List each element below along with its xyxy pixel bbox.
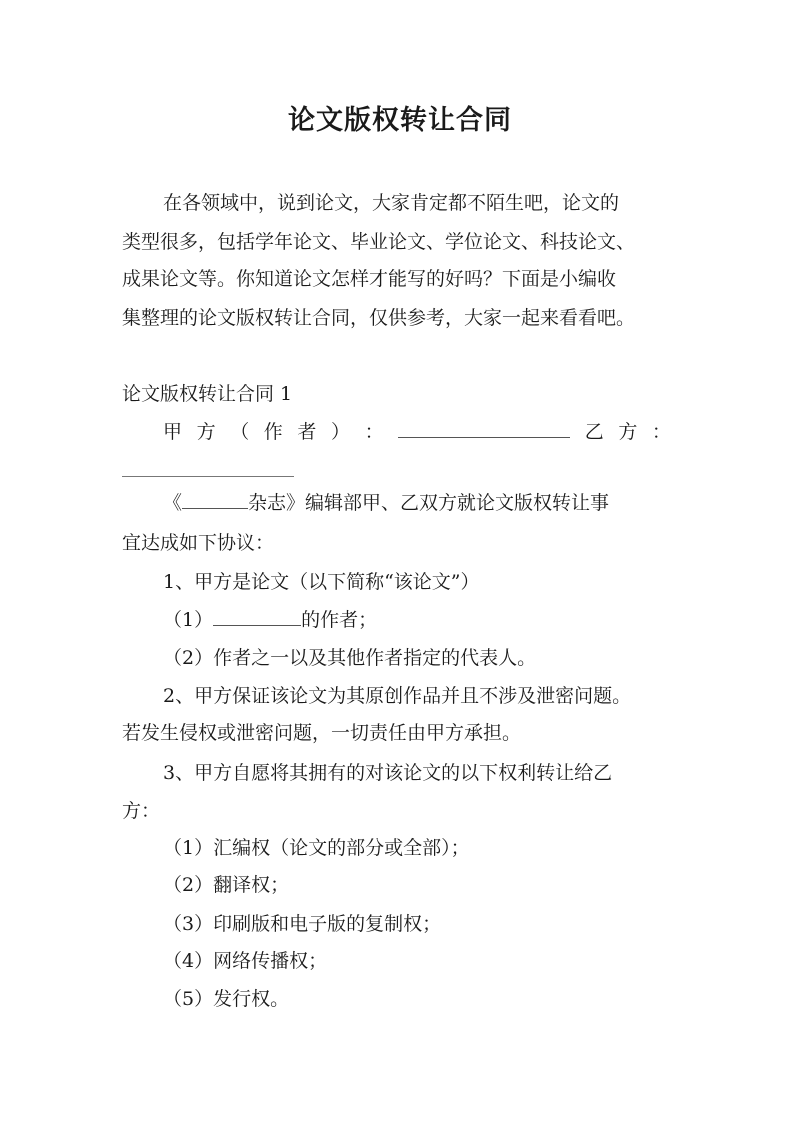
clause-2-line-2: 若发生侵权或泄密问题，一切责任由甲方承担。 — [122, 722, 522, 744]
intro-line-3: 成果论文等。你知道论文怎样才能写的好吗？下面是小编收 — [122, 268, 617, 290]
right-item: （3）印刷版和电子版的复制权； — [163, 913, 442, 935]
party-b-char: 方 — [618, 421, 638, 443]
intro-line-1: 在各领域中，说到论文，大家肯定都不陌生吧，论文的 — [163, 192, 620, 214]
magazine-suffix: 杂志》编辑部甲、乙双方就论文版权转让事 — [248, 492, 610, 514]
party-line — [163, 419, 671, 445]
intro-line-4: 集整理的论文版权转让合同，仅供参考，大家一起来看看吧。 — [122, 307, 636, 329]
intro-line-2: 类型很多，包括学年论文、毕业论文、学位论文、科技论文、 — [122, 231, 636, 253]
party-b-char: ： — [651, 421, 671, 443]
section-heading: 论文版权转让合同 1 — [122, 383, 293, 405]
document-title: 论文版权转让合同 — [288, 105, 512, 136]
right-item: （5）发行权。 — [163, 988, 290, 1010]
author-blank — [213, 607, 301, 626]
party-a-char: 作 — [263, 421, 283, 443]
agreement-line-2: 宜达成如下协议： — [122, 532, 275, 554]
party-a-char: ： — [364, 421, 384, 443]
party-a-char: （ — [230, 421, 250, 443]
clause-3-line-1: 3、甲方自愿将其拥有的对该论文的以下权利转让给乙 — [163, 762, 613, 784]
right-item: （4）网络传播权； — [163, 950, 328, 972]
clause-1-item-1-suffix: 的作者； — [301, 609, 378, 631]
magazine-name-blank — [182, 490, 248, 509]
clause-1-item-2: （2）作者之一以及其他作者指定的代表人。 — [163, 647, 537, 669]
party-b-char: 乙 — [584, 421, 604, 443]
party-b-blank — [122, 476, 294, 477]
party-a-char: ） — [330, 421, 350, 443]
party-a-char: 方 — [196, 421, 216, 443]
right-item: （1）汇编权（论文的部分或全部）； — [163, 837, 470, 859]
clause-3-line-2: 方： — [122, 800, 161, 822]
party-a-char: 者 — [297, 421, 317, 443]
clause-2-line-1: 2、甲方保证该论文为其原创作品并且不涉及泄密问题。 — [163, 685, 632, 707]
magazine-line — [163, 490, 683, 516]
right-item: （2）翻译权； — [163, 874, 290, 896]
clause-1-item-1 — [163, 607, 723, 633]
magazine-prefix: 《 — [163, 492, 183, 514]
clause-1-item-1-prefix: （1） — [163, 609, 214, 631]
party-a-char: 甲 — [163, 421, 183, 443]
party-a-blank — [398, 419, 570, 438]
clause-1: 1、甲方是论文（以下简称“该论文”） — [163, 571, 480, 593]
